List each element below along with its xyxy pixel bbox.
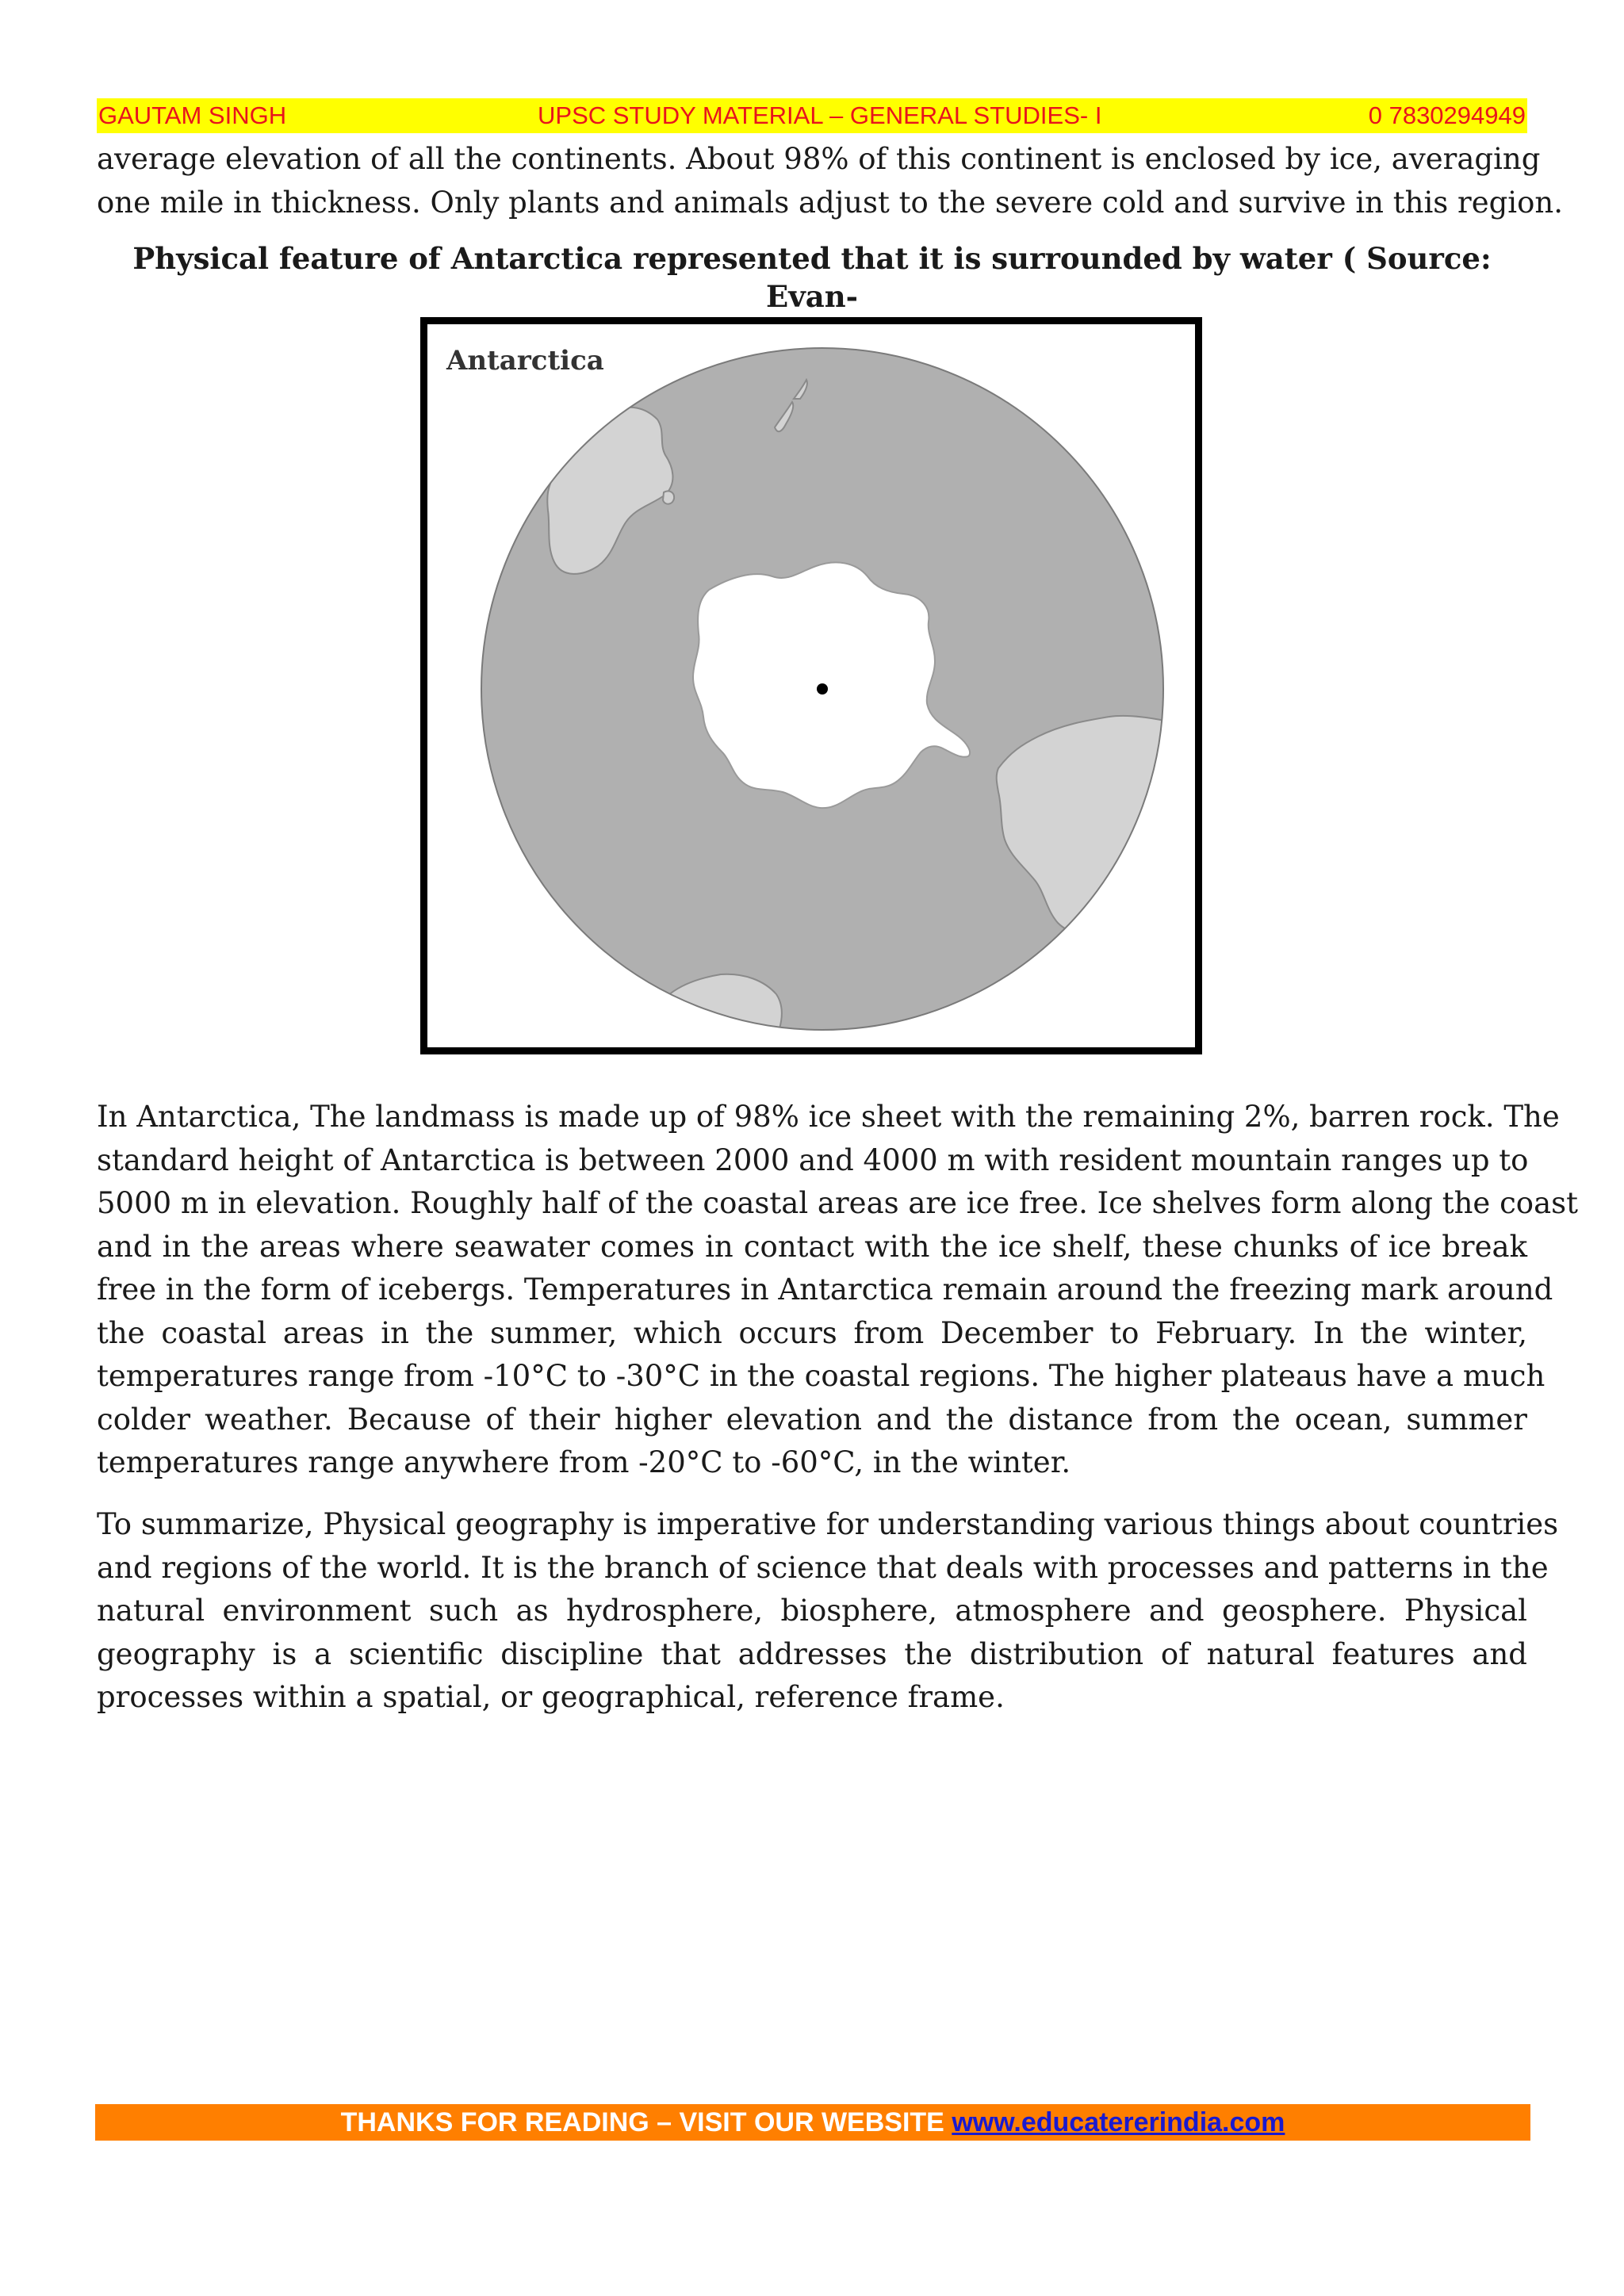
summary-line: To summarize, Physical geography is imperative for understanding various things about countries	[97, 1507, 1559, 1541]
header-phone: 0 7830294949	[1368, 101, 1526, 129]
south-pole-marker	[817, 683, 828, 695]
body-line: free in the form of icebergs. Temperatures in Antarctica remain around the freezing mark around	[97, 1272, 1553, 1307]
antarctica-map	[427, 324, 1195, 1047]
summary-line: natural environment such as hydrosphere, biosphere, atmosphere and geosphere. Physical	[97, 1594, 1527, 1628]
page-footer	[95, 2104, 1530, 2141]
body-line: temperatures range from -10°C to -30°C in the coastal regions. The higher plateaus have a much	[97, 1359, 1545, 1393]
summary-paragraph	[97, 1503, 1559, 1720]
map-title: Antarctica	[446, 345, 604, 377]
body-line: the coastal areas in the summer, which occurs from December to February. In the winter,	[97, 1315, 1527, 1350]
body-line: and in the areas where seawater comes in contact with the ice shelf, these chunks of ice break	[97, 1229, 1527, 1264]
intro-paragraph	[97, 138, 1564, 224]
body-line: In Antarctica, The landmass is made up of 98% ice sheet with the remaining 2%, barren rock. The	[97, 1100, 1560, 1134]
tasmania-landmass	[663, 491, 674, 503]
intro-line: average elevation of all the continents. About 98% of this continent is enclosed by ice, averaging	[97, 142, 1541, 176]
intro-line: one mile in thickness. Only plants and animals adjust to the severe cold and survive in this region.	[97, 185, 1564, 220]
body-line: colder weather. Because of their higher elevation and the distance from the ocean, summer	[97, 1402, 1527, 1437]
footer-text: THANKS FOR READING – VISIT OUR WEBSITE	[340, 2107, 952, 2137]
caption-line: Physical feature of Antarctica represented that it is surrounded by water ( Source: Evan-	[132, 241, 1492, 314]
page-header	[97, 98, 1527, 133]
summary-line: processes within a spatial, or geographical, reference frame.	[97, 1680, 1005, 1714]
header-author: GAUTAM SINGH	[98, 101, 287, 129]
header-title: UPSC STUDY MATERIAL – GENERAL STUDIES- I	[538, 101, 1102, 129]
website-link[interactable]: www.educatererindia.com	[952, 2107, 1285, 2137]
summary-line: and regions of the world. It is the branch of science that deals with processes and patterns in the	[97, 1550, 1549, 1585]
body-line: standard height of Antarctica is between 2000 and 4000 m with resident mountain ranges up to	[97, 1142, 1529, 1177]
body-line: 5000 m in elevation. Roughly half of the coastal areas are ice free. Ice shelves form along the coast	[97, 1186, 1578, 1220]
body-paragraph	[97, 1096, 1578, 1485]
madagascar-landmass	[604, 984, 619, 1005]
summary-line: geography is a scientific discipline that addresses the distribution of natural features and	[97, 1636, 1527, 1671]
antarctica-map-figure	[420, 317, 1202, 1054]
body-line: temperatures range anywhere from -20°C to -60°C, in the winter.	[97, 1445, 1071, 1479]
